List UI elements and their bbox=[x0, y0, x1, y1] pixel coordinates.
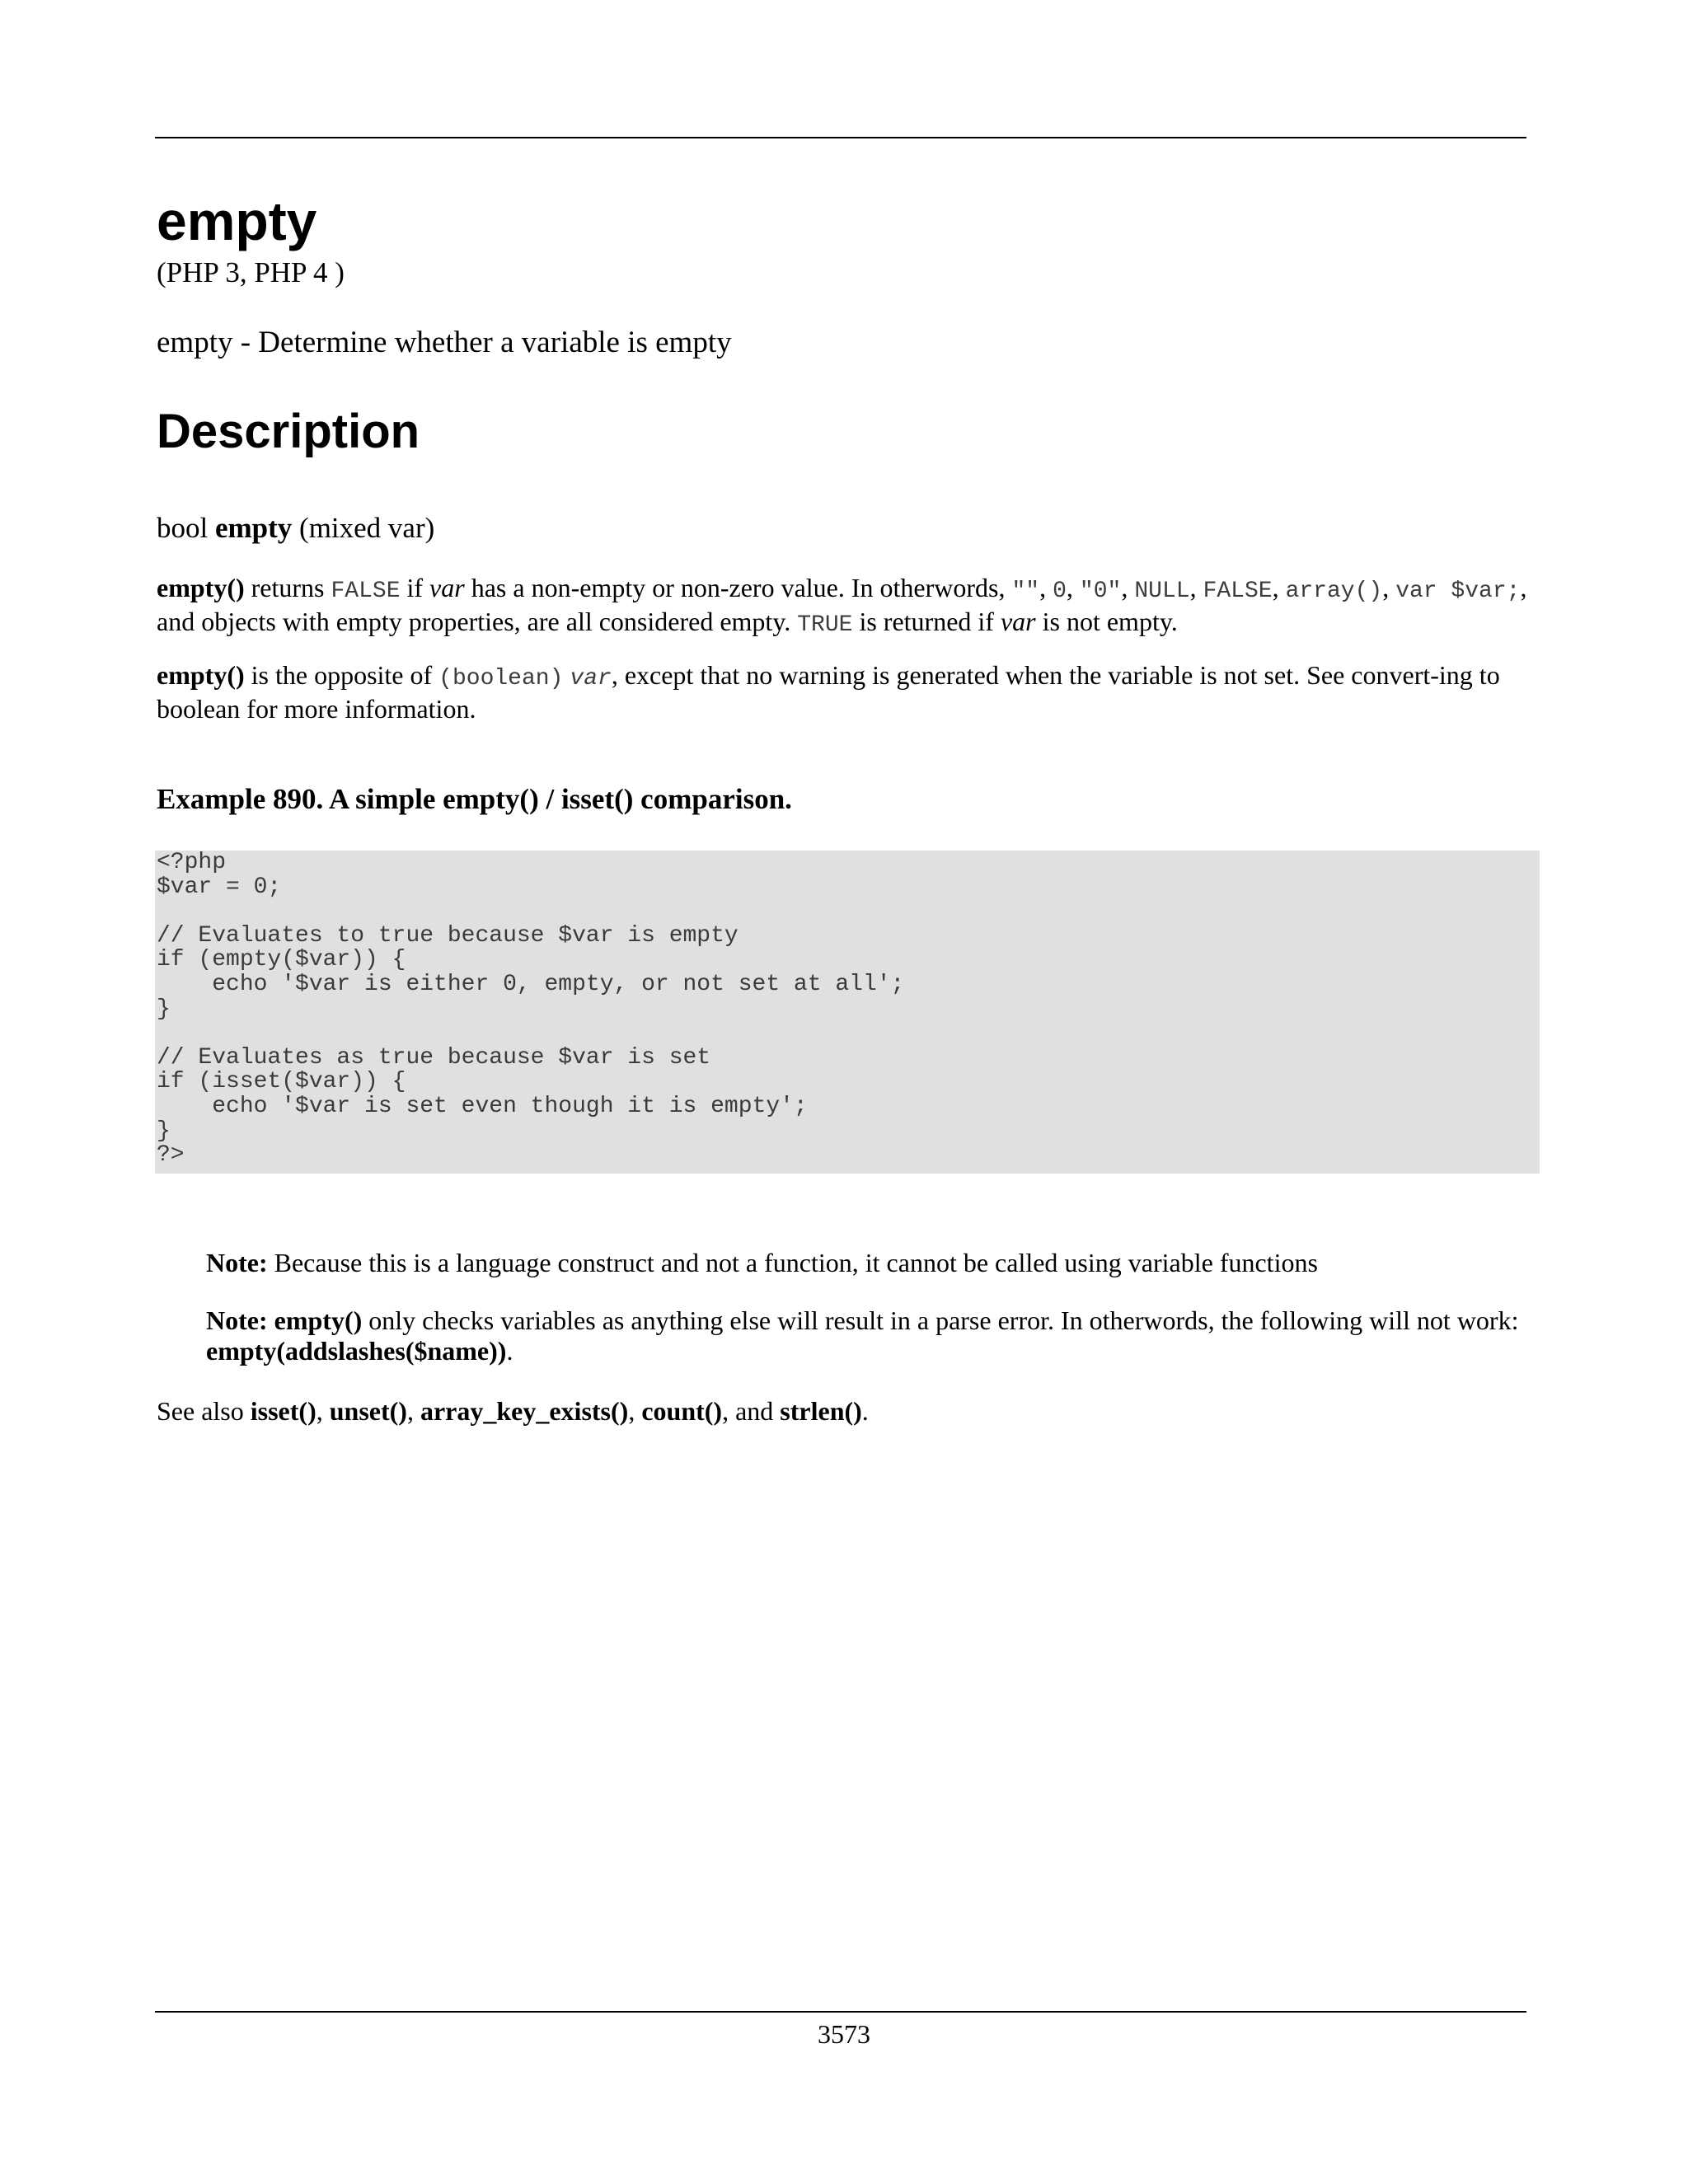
header-rule bbox=[155, 137, 1526, 138]
see-also-strlen-link[interactable]: strlen() bbox=[780, 1396, 862, 1426]
description-paragraph-1: empty() returns FALSE if var has a non-empty or non-zero value. In otherwords, "", 0, "0", NULL, FALSE, array(), var $var;, and objects with empty properties, are all considered empty. TRUE is returned if var is not empty. bbox=[157, 573, 1527, 638]
code-listing: <?php $var = 0; // Evaluates to true because $var is empty if (empty($var)) { echo '$var is either 0, empty, or not set at all'; } // Evaluates as true because $var is set if (isset($var)) { echo '$var is set even though it is empty'; } ?> bbox=[157, 850, 905, 1169]
note-label: Note: bbox=[206, 1305, 268, 1335]
function-title: empty bbox=[157, 190, 317, 251]
param-var: var bbox=[1000, 607, 1036, 636]
literal-var-declaration: var $var; bbox=[1395, 579, 1521, 604]
note-label: Note: bbox=[206, 1248, 268, 1277]
literal-empty-string: "" bbox=[1011, 579, 1040, 604]
constant-null: NULL bbox=[1134, 579, 1190, 604]
cast-variable: var bbox=[570, 666, 612, 691]
function-synopsis bbox=[157, 509, 434, 547]
code-example bbox=[155, 851, 1540, 1174]
page-number: 3573 bbox=[818, 2019, 870, 2049]
invalid-usage-example: empty(addslashes($name)) bbox=[206, 1336, 507, 1366]
constant-false: FALSE bbox=[331, 579, 401, 604]
note-language-construct: Note: Because this is a language construct and not a function, it cannot be called using variable functions bbox=[206, 1248, 1318, 1277]
example-title: Example 890. A simple empty() / isset() comparison. bbox=[157, 783, 792, 815]
version-info: (PHP 3, PHP 4 ) bbox=[157, 256, 345, 288]
func-ref: empty() bbox=[274, 1305, 363, 1335]
literal-zero-string: "0" bbox=[1079, 579, 1122, 604]
cast-expression: (boolean) bbox=[438, 666, 564, 691]
literal-array: array() bbox=[1285, 579, 1383, 604]
description-heading: Description bbox=[157, 405, 420, 458]
description-paragraph-2: empty() is the opposite of (boolean) var, except that no warning is generated when the variable is not set. See convert-ing to boolean for more information. bbox=[157, 660, 1500, 724]
constant-false: FALSE bbox=[1203, 579, 1273, 604]
footer-rule bbox=[155, 2011, 1526, 2013]
see-also: See also isset(), unset(), array_key_exists(), count(), and strlen(). bbox=[157, 1396, 869, 1426]
param-var: var bbox=[429, 573, 465, 602]
see-also-unset-link[interactable]: unset() bbox=[329, 1396, 407, 1426]
synopsis-return-type: bool bbox=[157, 512, 209, 544]
synopsis-function-name: empty bbox=[214, 512, 293, 544]
function-purpose: empty - Determine whether a variable is empty bbox=[157, 326, 732, 359]
constant-true: TRUE bbox=[797, 612, 853, 638]
see-also-count-link[interactable]: count() bbox=[641, 1396, 723, 1426]
literal-zero: 0 bbox=[1053, 579, 1067, 604]
func-ref: empty() bbox=[157, 660, 245, 690]
see-also-array-key-exists-link[interactable]: array_key_exists() bbox=[420, 1396, 629, 1426]
func-ref: empty() bbox=[157, 573, 245, 602]
synopsis-params: (mixed var) bbox=[299, 512, 435, 544]
note-parse-error: Note: empty() only checks variables as anything else will result in a parse error. In otherwords, the following will not work: empty(addslashes($name)). bbox=[206, 1305, 1519, 1366]
see-also-isset-link[interactable]: isset() bbox=[250, 1396, 316, 1426]
